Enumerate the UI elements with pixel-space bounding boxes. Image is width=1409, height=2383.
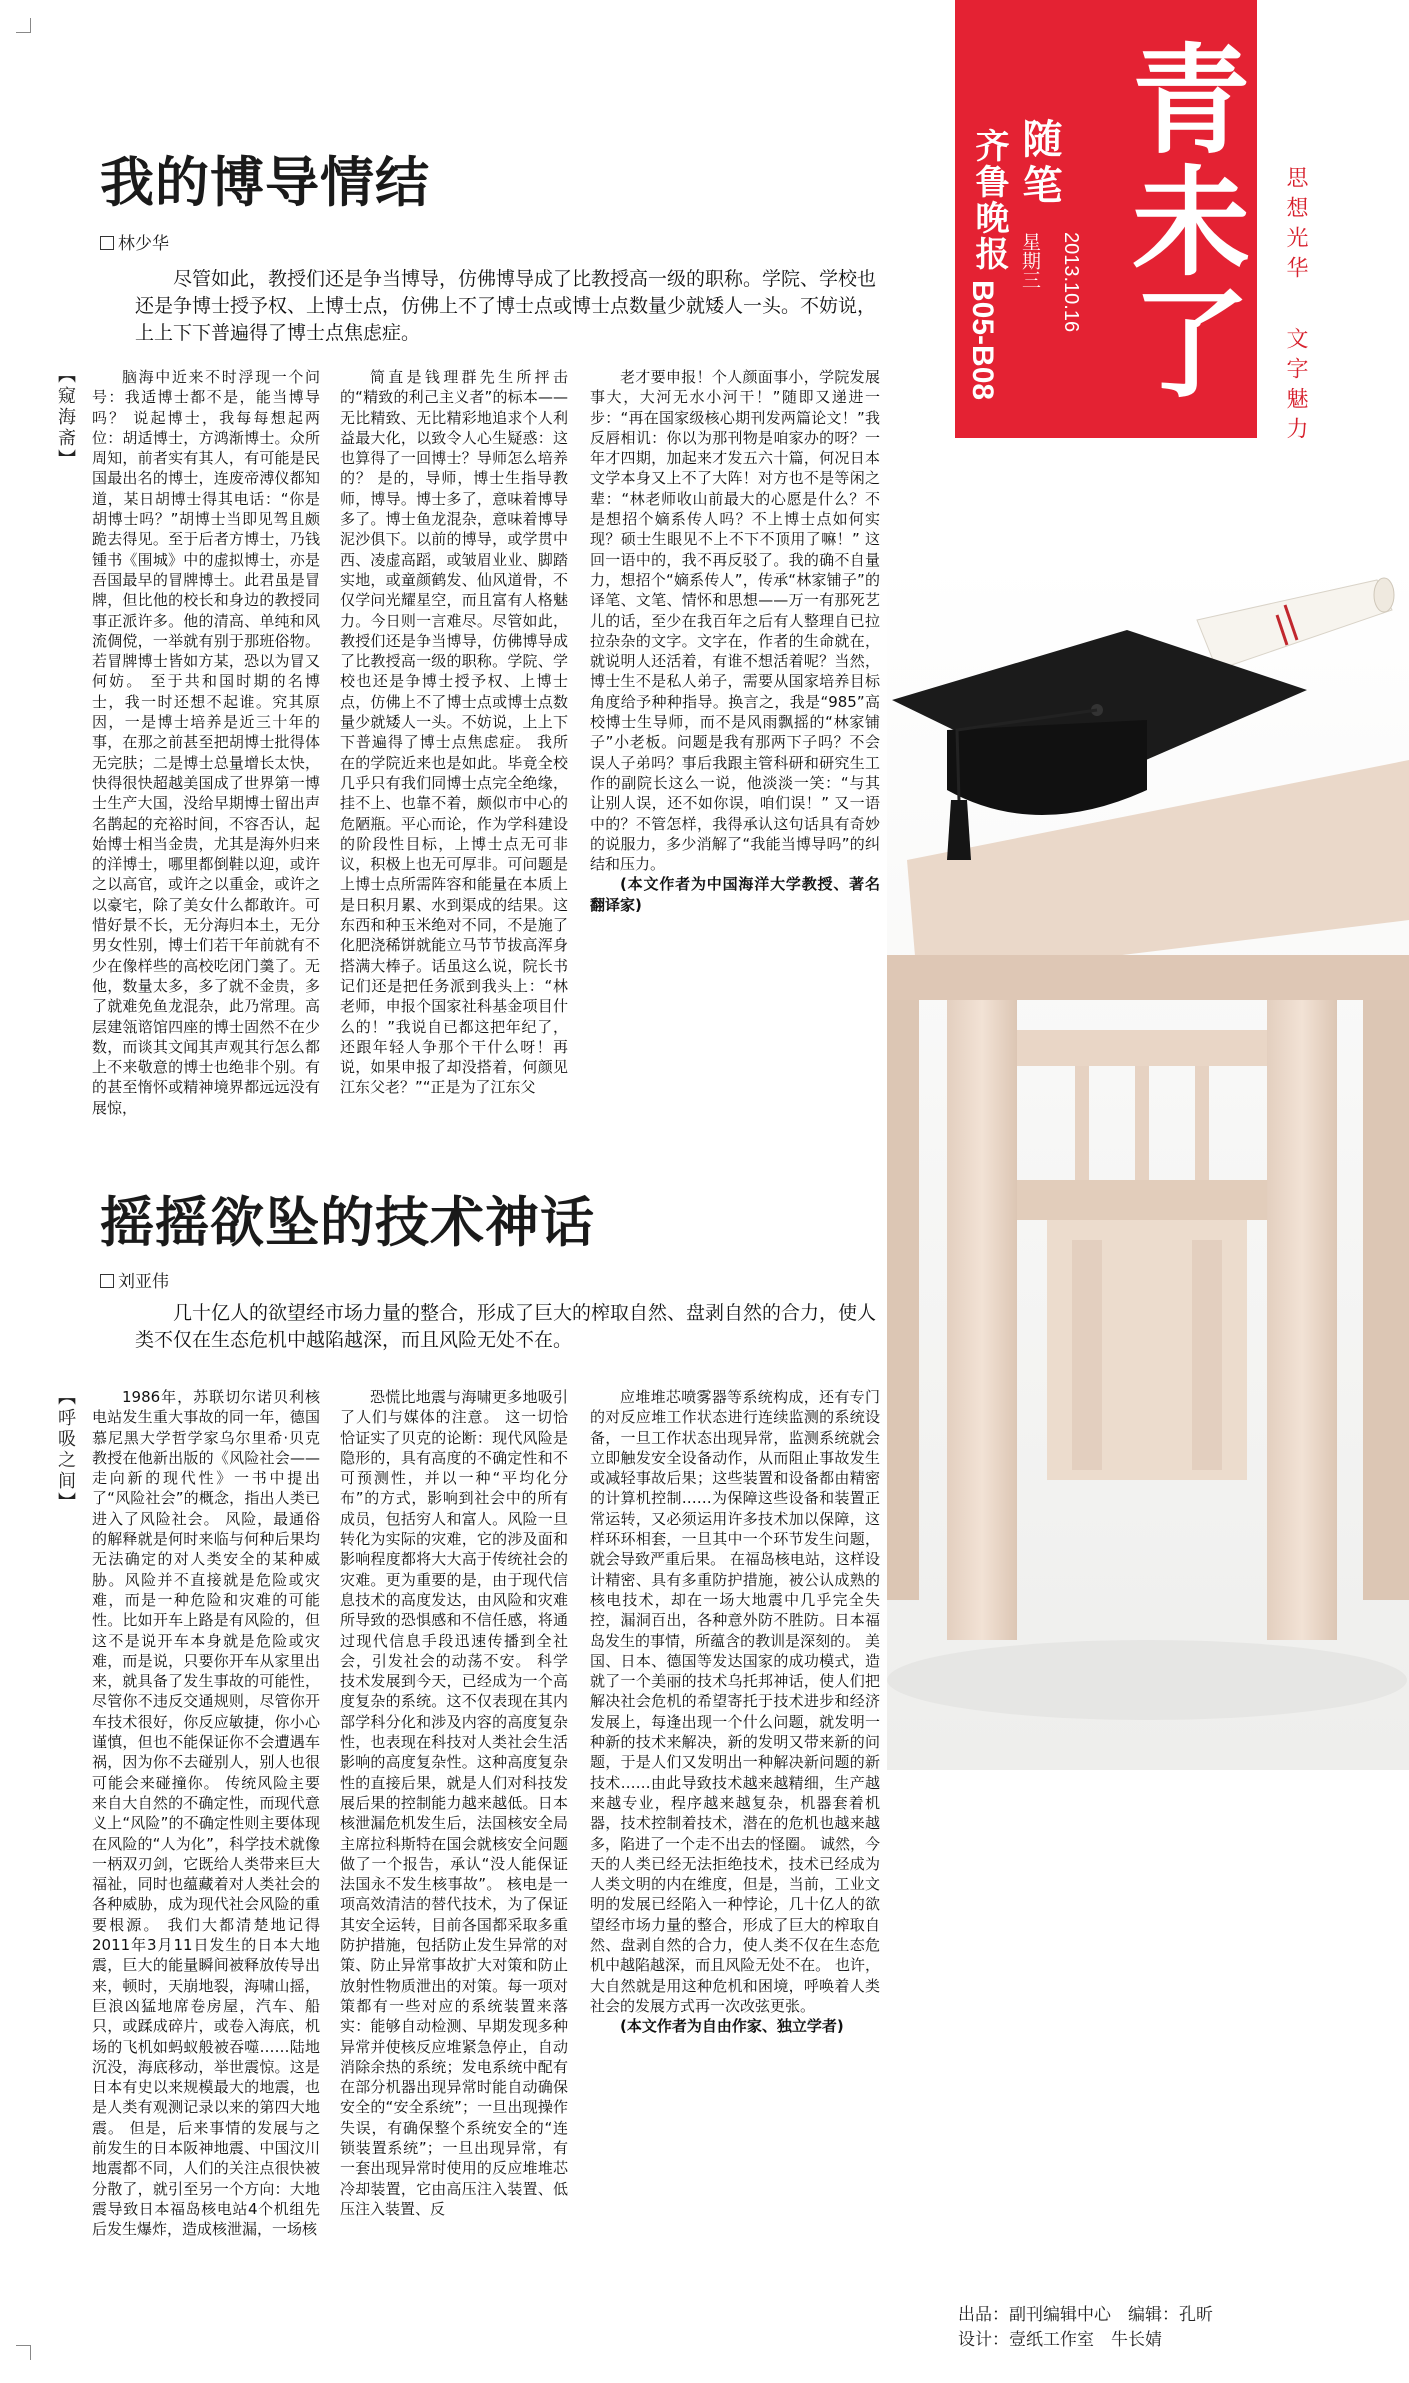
slogan-line-2: 文字魅力 <box>1283 327 1308 447</box>
article-1-title: 我的博导情结 <box>100 151 430 214</box>
crop-mark <box>16 2345 31 2360</box>
article-1-lead: 尽管如此，教授们还是争当博导，仿佛博导成了比教授高一级的职称。学院、学校也还是争博士授予权、上博士点，仿佛上不了博士点或博士点数量少就矮人一头。不妨说，上上下下普遍得了博士点焦虑症。 <box>135 268 877 344</box>
article-1-body-col-1: 脑海中近来不时浮现一个问号：我适博士都不是，能当博导吗？ 说起博士，我每每想起两位：胡适博士，方鸿渐博士。众所周知，前者实有其人，有可能是民国最出名的博士，连废帝溥仪都知道，某日胡博士得其电话：“你是胡博士吗？”胡博士当即见驾且颇跪去得见。至于后者方博士，乃钱锺书《围城》中的虚拟博士，亦是吾国最早的冒牌博士。此君虽是冒牌，但比他的校长和身边的教授同事正派许多。他的清高、单纯和风流倜傥，一举就有别于那班俗物。若冒牌博士皆如方某，恐以为冒又何妨。 至于共和国时期的名博士，我一时还想不起谁。究其原因，一是博士培养是近三十年的事，在那之前甚至把胡博士批得体无完肤；二是博士总量增长太快，快得很快超越美国成了世界第一博士生产大国，没给早期博士留出声名鹊起的充裕时间，不容否认，起始博士相当金贵，尤其是海外归来的洋博士，哪里都倒鞋以迎，或许之以高官，或许之以重金，或许之以豪宅，除了美女什么都敢许。可惜好景不长，无分海归本土，无分男女性别，博士们若干年前就有不少在像样些的高校吃闭门羹了。无他，数量太多，多了就不金贵，多了就难免鱼龙混杂，此乃常理。高层建瓴谘馆四座的博士固然不在少数，而谈其文闻其声观其行怎么都上不来敬意的博士也绝非个别。有的甚至惰怀或精神境界都远远没有展惊， <box>92 368 320 1117</box>
slogan-line-1: 思想光华 <box>1283 166 1308 286</box>
article-2-body-col-3-text: 应堆堆芯喷雾器等系统构成，还有专门的对反应堆工作状态进行连续监测的系统设备，一旦工作状态出现异常，监测系统就会立即触发安全设备动作，从而阻止事故发生或减轻事故后果；这些装置和设备都由精密的计算机控制……为保障这些设备和装置正常运转，又必须运用许多技术加以保障，这样环环相套，一旦其中一个环节发生问题，就会导致严重后果。 在福岛核电站，这样设计精密、具有多重防护措施，被公认成熟的核电技术，却在一场大地震中几乎完全失控，漏洞百出，各种意外防不胜防。日本福岛发生的事情，所蕴含的教训是深刻的。 美国、日本、德国等发达国家的成功模式，造就了一个美丽的技术乌托邦神话，使人们把解决社会危机的希望寄托于技术进步和经济发展上，每逢出现一个什么问题，就发明一种新的技术来解决，新的发明又带来新的问题，于是人们又发明出一种解决新问题的新技术……由此导致技术越来越精细，生产越来越专业，程序越来越复杂，机器套着机器，技术控制着技术，潜在的危机也越来越多，陷进了一个走不出去的怪圈。 诚然，今天的人类已经无法拒绝技术，技术已经成为人类文明的内在维度，但是，当前，工业文明的发展已经陷入一种悖论，几十亿人的欲望经市场力量的整合，形成了巨大的榨取自然、盘剥自然的合力，使人类不仅在生态危机中越陷越深，而且风险无处不在。 也许，大自然就是用这种危机和困境，呼唤着人类社会的发展方式再一次改弦更张。 <box>590 1388 880 2015</box>
article-1-body-col-2: 简直是钱理群先生所抨击的“精致的利己主义者”的标本——无比精致、无比精彩地追求个人利益最大化，以致令人心生疑惑：这也算得了一回博士？导师怎么培养的？ 是的，导师，博士生指导教师，博导。博士多了，意味着博导多了。博士鱼龙混杂，意味着博导泥沙俱下。以前的博导，或学贯中西、凌虚高蹈，或皱眉业业、脚踏实地，或童颜鹤发、仙风道骨，不仅学问光耀星空，而且富有人格魅力。今日则一言难尽。尽管如此，教授们还是争当博导，仿佛博导成了比教授高一级的职称。学院、学校也还是争博士授予权、上博士点，仿佛上不了博士点或博士点数量少就矮人一头。不妨说，上上下下普遍得了博士点焦虑症。 我所在的学院近来也是如此。毕竟全校几乎只有我们同博士点完全绝缘，挂不上、也靠不着，颇似市中心的危陋瓶。平心而论，作为学科建设的阶段性目标，上博士点无可非议，积极上也无可厚非。可问题是上博士点所需阵容和能量在本质上是日积月累、水到渠成的结果。这东西和种玉米绝对不同，不是施了化肥浇稀饼就能立马节节拔高浑身搭满大棒子。话虽这么说，院长书记们还是把任务派到我头上：“林老师，申报个国家社科基金项目什么的！”我说自已都这把年纪了，还跟年轻人争那个干什么呀！再说，如果申报了却没搭着，何颜见江东父老？”“正是为了江东父 <box>340 368 568 1097</box>
article-2-body-col-3 <box>590 1387 880 2246</box>
article-1-body-col-3-text: 老才要申报！个人颜面事小，学院发展事大，大河无水小河干！”随即又递进一步：“再在国家级核心期刊发两篇论文！”我反唇相讥：你以为那刊物是咱家办的呀？一年才四期，加起来才发五六十篇，何况日本文学本身又上不了大阵！对方也不是等闲之辈：“林老师收山前最大的心愿是什么？不是想招个嫡系传人吗？不上博士点如何实现？硕士生眼见不上不下不顶用了嘛！” 这回一语中的，我不再反驳了。我的确不自量力，想招个“嫡系传人”，传承“林家铺子”的译笔、文笔、情怀和思想——万一有那死艺儿的话，至少在我百年之后有人整理自已拉拉杂杂的文字。文字在，作者的生命就在，就说明人还活着，有谁不想活着呢？当然，博士生不是私人弟子，需要从国家培养目标角度给予种种指导。换言之，我是“985”高校博士生导师，而不是风雨飘摇的“林家铺子”小老板。问题是我有那两下子吗？不会误人子弟吗？事后我跟主管科研和研究生工作的副院长这么一说，他淡淡一笑：“与其让别人误，还不如你误，咱们误！” 又一语中的？不管怎样，我得承认这句话具有奇妙的说服力，多少消解了“我能当博导吗”的纠结和压力。 <box>590 368 880 874</box>
slogan <box>1280 140 1311 447</box>
crop-mark <box>16 18 31 33</box>
masthead-title: 青未了 <box>1112 38 1251 404</box>
article-2-column-name: 【呼吸之间】 <box>55 1387 76 1513</box>
article-2-body-col-1: 1986年，苏联切尔诺贝利核电站发生重大事故的同一年，德国慕尼黑大学哲学家乌尔里希·贝克教授在他新出版的《风险社会——走向新的现代性》一书中提出了“风险社会”的概念，指出人类已进入了风险社会。 风险，最通俗的解释就是何时来临与何种后果均无法确定的对人类安全的某种威胁。风险并不直接就是危险或灾难，而是一种危险和灾难的可能性。比如开车上路是有风险的，但这不是说开车本身就是危险或灾难，而是说，只要你开车从家里出来，就具备了发生事故的可能性，尽管你不违反交通规则，尽管你开车技术很好，你反应敏捷，你小心谨慎，但也不能保证你不会遭遇车祸，因为你不去碰别人，别人也很可能会来碰撞你。 传统风险主要来自大自然的不确定性，而现代意义上“风险”的不确定性则主要体现在风险的“人为化”，科学技术就像一柄双刃剑，它既给人类带来巨大福祉，同时也蕴藏着对人类社会的各种威胁，成为现代社会风险的重要根源。 我们大都清楚地记得2011年3月11日发生的日本大地震，巨大的能量瞬间被释放传导出来，顿时，天崩地裂，海啸山摇，巨浪凶猛地席卷房屋，汽车、船只，或蹂成碎片，或卷入海底，机场的飞机如蚂蚁般被吞噬……陆地沉没，海底移动，举世震惊。这是日本有史以来规模最大的地震，也是人类有观测记录以来的第四大地震。 但是，后来事情的发展与之前发生的日本阪神地震、中国汶川地震都不同，人们的关注点很快被分散了，就引至另一个方向：大地震导致日本福岛核电站4个机组先后发生爆炸，造成核泄漏，一场核 <box>92 1388 320 2239</box>
article-1-body-col-3 <box>590 367 880 1170</box>
issue-date: 2013.10.16 <box>1060 232 1082 333</box>
newspaper-name: 齐鲁晚报 <box>969 128 1009 272</box>
masthead <box>955 0 1257 438</box>
article-2-title: 摇摇欲坠的技术神话 <box>100 1191 595 1254</box>
weekday: 星期三 <box>1019 232 1041 289</box>
article-2-author: 刘亚伟 <box>100 1267 169 1292</box>
article-1-column-name: 【窥海斋】 <box>55 365 76 470</box>
cap-on-chair-photo <box>887 560 1409 1770</box>
article-1-author: 林少华 <box>100 229 169 254</box>
page-range: B05-B08 <box>966 280 999 401</box>
section-name: 随笔 <box>1016 118 1062 210</box>
article-2-body-col-2: 恐慌比地震与海啸更多地吸引了人们与媒体的注意。 这一切恰恰证实了贝克的论断：现代风险是隐形的，具有高度的不确定性和不可预测性，并以一种“平均化分布”的方式，影响到社会中的所有成员，包括穷人和富人。风险一旦转化为实际的灾难，它的涉及面和影响程度都将大大高于传统社会的灾难。更为重要的是，由于现代信息技术的高度发达，由风险和灾难所导致的恐惧感和不信任感，将通过现代信息手段迅速传播到全社会，引发社会的动荡不安。 科学技术发展到今天，已经成为一个高度复杂的系统。这不仅表现在其内部学科分化和涉及内容的高度复杂性，也表现在科技对人类社会生活影响的高度复杂性。这种高度复杂性的直接后果，就是人们对科技发展后果的控制能力越来越低。日本核泄漏危机发生后，法国核安全局主席拉科斯特在国会就核安全问题做了一个报告，承认“没人能保证法国永不发生核事故”。 核电是一项高效清洁的替代技术，为了保证其安全运转，目前各国都采取多重防护措施，包括防止发生异常的对策、防止异常事故扩大对策和防止放射性物质泄出的对策。每一项对策都有一些对应的系统装置来落实：能够自动检测、早期发现多种异常并使核反应堆紧急停止，自动消除余热的系统；发电系统中配有在部分机器出现异常时能自动确保安全的“安全系统”；一旦出现操作失误，有确保整个系统安全的“连锁装置系统”；一旦出现异常，有一套出现异常时使用的反应堆堆芯冷却装置，它由高压注入装置、低压注入装置、反 <box>340 1388 568 2218</box>
article-2-author-note: (本文作者为自由作家、独立学者) <box>620 2017 844 2036</box>
editor-credit: 出品：副刊编辑中心 编辑：孔昕 <box>958 2305 1213 2325</box>
design-credit: 设计：壹纸工作室 牛长婧 <box>958 2330 1162 2350</box>
article-1-author-note: (本文作者为中国海洋大学教授、著名翻译家) <box>590 875 880 914</box>
article-2-lead: 几十亿人的欲望经市场力量的整合，形成了巨大的榨取自然、盘剥自然的合力，使人类不仅在生态危机中越陷越深，而且风险无处不在。 <box>135 1302 877 1351</box>
